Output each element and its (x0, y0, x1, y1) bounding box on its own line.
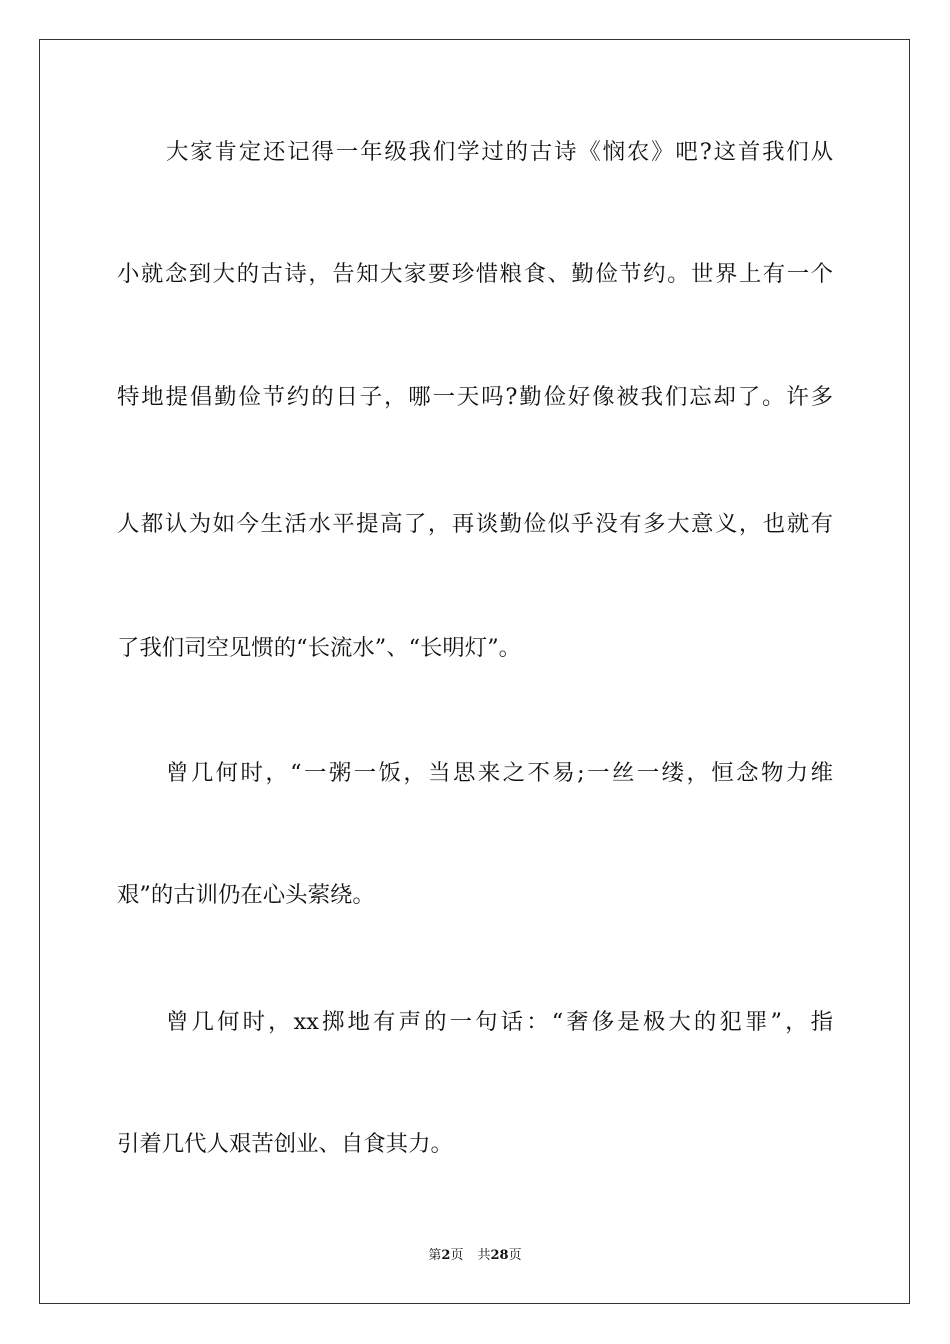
page-footer (0, 1247, 950, 1265)
paragraph-1-line-1: 大家肯定还记得一年级我们学过的古诗《悯农》吧?这首我们从 (166, 139, 833, 165)
footer-total-prefix: 共 (477, 1248, 491, 1263)
page-border (39, 39, 910, 1304)
paragraph-3-line-1: 曾几何时，xx掷地有声的一句话：“奢侈是极大的犯罪”，指 (166, 1009, 833, 1035)
paragraph-1-line-2: 小就念到大的古诗，告知大家要珍惜粮食、勤俭节约。世界上有一个 (117, 261, 833, 287)
paragraph-2-line-2: 艰”的古训仍在心头萦绕。 (117, 882, 375, 908)
footer-page-number: 2 (441, 1248, 451, 1263)
footer-page-suffix: 页 (450, 1248, 464, 1263)
paragraph-1-line-4: 人都认为如今生活水平提高了，再谈勤俭似乎没有多大意义，也就有 (117, 511, 833, 537)
footer-total-number: 28 (490, 1248, 509, 1263)
footer-page-prefix: 第 (428, 1248, 442, 1263)
paragraph-2-line-1: 曾几何时，“一粥一饭，当思来之不易;一丝一缕，恒念物力维 (166, 760, 833, 786)
paragraph-3-line-2: 引着几代人艰苦创业、自食其力。 (117, 1131, 453, 1157)
paragraph-1-line-3: 特地提倡勤俭节约的日子，哪一天吗?勤俭好像被我们忘却了。许多 (117, 384, 833, 410)
footer-total-suffix: 页 (508, 1248, 522, 1263)
paragraph-1-line-5: 了我们司空见惯的“长流水”、“长明灯”。 (117, 635, 522, 661)
